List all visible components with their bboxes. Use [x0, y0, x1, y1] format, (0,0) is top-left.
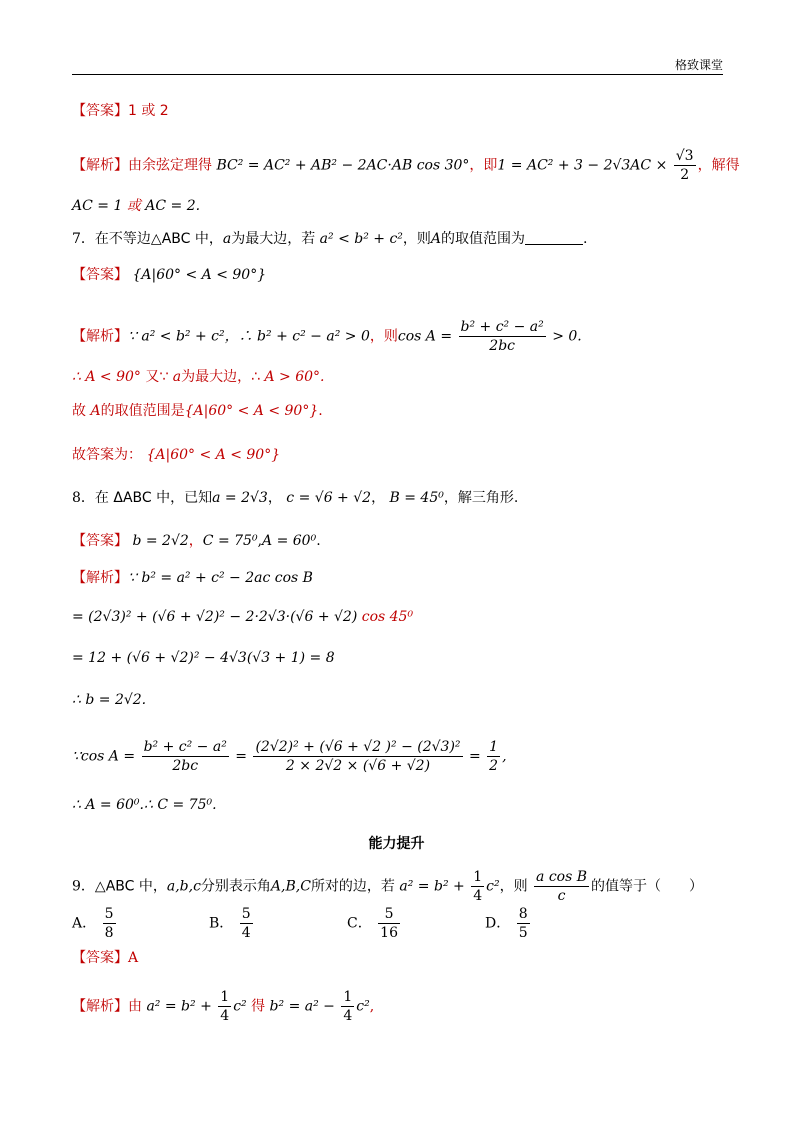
- equals: =: [235, 748, 247, 765]
- question-text: 的取值范围为: [441, 231, 526, 247]
- p7-analysis-line2: [72, 367, 325, 387]
- fraction: [103, 905, 116, 942]
- equation: a² = b² +: [146, 998, 212, 1015]
- fraction: [218, 988, 231, 1025]
- answer-tag: 【答案】: [72, 103, 128, 119]
- fraction: [534, 868, 589, 905]
- answer-tag: 【答案】: [72, 533, 128, 549]
- analysis-step: ，∴ b² + c² − a² > 0: [224, 328, 370, 345]
- option-b[interactable]: [209, 905, 255, 942]
- p6-answer: [72, 101, 169, 121]
- fraction: [674, 147, 696, 184]
- question-text: 分别表示角: [200, 878, 271, 895]
- result-a: AC = 1: [72, 198, 123, 214]
- p8-analysis-2: [72, 607, 413, 627]
- fraction-numerator: 8: [518, 906, 528, 922]
- analysis-tag: 【解析】: [72, 328, 128, 345]
- analysis-step: = 12 + (√6 + √2)² − 4√3(√3 + 1) = 8: [72, 650, 335, 666]
- answer-end: .: [316, 533, 321, 549]
- equation: b² = a² −: [269, 998, 335, 1015]
- question-text: △ABC 中，: [94, 878, 167, 895]
- fraction-denominator: 8: [104, 925, 114, 941]
- p6-analysis: [72, 147, 740, 184]
- fraction-denominator: 16: [380, 925, 398, 941]
- fraction: [471, 868, 484, 905]
- fraction-numerator: 1: [473, 869, 483, 885]
- analysis-step: 的取值范围是: [100, 403, 185, 419]
- analysis-end: ,: [369, 998, 375, 1015]
- p8-analysis-6: [72, 795, 217, 815]
- p8-analysis-1: [72, 568, 313, 588]
- question-number: 9．: [72, 878, 95, 895]
- var-A: A: [90, 403, 101, 419]
- fraction-numerator: 5: [378, 905, 400, 924]
- p9-answer: [72, 948, 138, 968]
- condition: a² = b² +: [399, 878, 465, 895]
- question-text: 所对的边，若: [310, 878, 395, 895]
- var-A: A: [430, 231, 442, 247]
- question-text: ，解三角形.: [443, 490, 519, 506]
- result-end: .: [195, 198, 201, 214]
- question-text: ，则: [499, 878, 528, 895]
- analysis-step: > 0.: [552, 328, 582, 345]
- condition: a² < b² + c²: [319, 231, 403, 247]
- fraction-numerator: 1: [220, 989, 230, 1005]
- fraction-denominator: 4: [220, 1008, 230, 1024]
- answer-set: {A|60° < A < 90°}: [184, 403, 319, 419]
- fraction-numerator: 5: [104, 906, 114, 922]
- analysis-end: .: [318, 403, 323, 419]
- fraction-denominator: 4: [241, 925, 251, 941]
- analysis-step: ∵cos A =: [72, 748, 136, 765]
- fraction-numerator: 1: [343, 989, 353, 1005]
- option-label: B．: [209, 915, 234, 932]
- condition: c²: [486, 878, 500, 895]
- equation: c²: [356, 998, 370, 1015]
- p8-answer: 【答案】 b = 2√2，C = 75⁰,A = 60⁰.: [72, 533, 321, 549]
- question-end: .: [583, 231, 588, 247]
- option-label: A．: [72, 915, 97, 932]
- analysis-step: ∵ b² = a² + c² − 2ac cos B: [128, 570, 313, 586]
- question-number: 8．: [72, 490, 95, 506]
- analysis-step: ∴ b = 2√2.: [72, 692, 147, 708]
- page-header: [72, 52, 723, 75]
- given-c: c = √6 + √2: [286, 490, 372, 506]
- question-text: 为最大边，若: [231, 231, 316, 247]
- option-c[interactable]: [347, 905, 402, 942]
- p7-analysis-line4: [72, 445, 280, 465]
- equals: =: [468, 748, 481, 765]
- question-text: 的值等于（ ）: [591, 878, 704, 895]
- analysis-step: A > 60°.: [264, 369, 325, 385]
- angles: A,B,C: [270, 878, 311, 895]
- substituted-equation: 1 = AC² + 3 − 2√3AC ×: [497, 157, 668, 174]
- p8-analysis-4: [72, 690, 146, 710]
- brand-label: 格致课堂: [674, 58, 723, 72]
- option-a[interactable]: [72, 905, 118, 942]
- cosine-law-equation: BC² = AC² + AB² − 2AC·AB cos 30°: [216, 157, 470, 174]
- analysis-step: ∵ a² < b² + c²: [128, 328, 225, 345]
- fraction-denominator: 4: [473, 888, 483, 904]
- p7-analysis-line3: [72, 401, 323, 421]
- answer-C: C = 75⁰: [202, 533, 258, 549]
- fraction: [517, 905, 530, 942]
- question-number: 7．: [72, 231, 95, 247]
- solve-text: ，解得: [697, 157, 740, 174]
- fraction-denominator: 2bc: [489, 338, 515, 354]
- analysis-step: cos 45⁰: [361, 609, 414, 625]
- analysis-step: 得: [251, 998, 266, 1015]
- fraction-denominator: 5: [518, 925, 528, 941]
- answer-blank: [525, 230, 583, 245]
- p8-analysis-3: [72, 648, 335, 668]
- p8-question: 8．在 ΔABC 中，已知a = 2√3， c = √6 + √2， B = 45⁰，解三角形.: [72, 490, 519, 506]
- analysis-step: 故: [72, 403, 86, 419]
- fraction-denominator: 2 × 2√2 × (√6 + √2): [285, 758, 431, 774]
- analysis-step: ∴ A = 60⁰.∴ C = 75⁰.: [72, 797, 217, 813]
- var-a: a: [222, 231, 232, 247]
- fraction-denominator: 2: [680, 167, 690, 183]
- result-b: AC = 2: [145, 198, 196, 214]
- fraction-numerator: b² + c² − a²: [460, 319, 544, 335]
- p8-analysis-5: [72, 738, 507, 775]
- p6-result: [72, 196, 200, 216]
- var-a: a: [172, 369, 182, 385]
- fraction-denominator: 2: [489, 758, 499, 774]
- analysis-tag: 【解析】: [72, 157, 128, 174]
- fraction-numerator: 5: [241, 906, 251, 922]
- analysis-tag: 【解析】: [72, 998, 128, 1015]
- fraction: [378, 905, 400, 942]
- p7-question: [72, 229, 588, 249]
- p7-analysis: [72, 318, 582, 355]
- fraction-denominator: 4: [343, 1008, 353, 1024]
- analysis-cos: cos A =: [397, 328, 453, 345]
- fraction: [142, 738, 229, 775]
- option-label: C．: [347, 915, 372, 932]
- analysis-tag: 【解析】: [72, 570, 128, 586]
- answer-text: 1 或 2: [128, 103, 169, 119]
- analysis-step: ∴ A < 90°: [72, 369, 141, 385]
- answer-set: {A|60° < A < 90°}: [132, 267, 267, 283]
- result-or: 或: [126, 198, 141, 214]
- answer-tag: 【答案】: [72, 267, 128, 283]
- fraction: [253, 738, 462, 775]
- fraction-numerator: a cos B: [536, 869, 588, 885]
- joiner: ，即: [469, 157, 498, 174]
- fraction-denominator: c: [557, 888, 566, 904]
- question-text: 在 ΔABC 中，已知: [94, 490, 213, 506]
- answer-tag: 【答案】: [72, 950, 128, 966]
- equation: c²: [233, 998, 247, 1015]
- question-text: 在不等边△ABC 中，: [94, 231, 223, 247]
- analysis-step: 为最大边，∴: [181, 369, 261, 385]
- option-d[interactable]: [485, 905, 532, 942]
- vars: a,b,c: [166, 878, 201, 895]
- answer-A: A = 60⁰: [262, 533, 317, 549]
- analysis-end: ,: [502, 748, 507, 765]
- fraction-numerator: 1: [489, 739, 499, 755]
- fraction: [459, 318, 546, 355]
- section-heading: 能力提升: [368, 836, 425, 852]
- fraction: [240, 905, 253, 942]
- fraction-denominator: 2bc: [172, 758, 199, 774]
- given-B: B = 45⁰: [389, 490, 444, 506]
- analysis-step: = (2√3)² + (√6 + √2)² − 2·2√3·(√6 + √2): [72, 609, 358, 625]
- analysis-step: 由: [128, 998, 142, 1015]
- question-text: ，则: [402, 231, 431, 247]
- fraction: [487, 738, 500, 775]
- fraction-numerator: √3: [675, 148, 694, 164]
- analysis-step: 故答案为：: [72, 447, 142, 463]
- answer-text: A: [128, 950, 139, 966]
- fraction-numerator: (2√2)² + (√6 + √2 )² − (2√3)²: [255, 739, 461, 755]
- given-a: a = 2√3: [212, 490, 268, 506]
- p9-question: [72, 868, 703, 905]
- analysis-step: 又∵: [145, 369, 169, 385]
- p9-analysis: [72, 988, 374, 1025]
- fraction-numerator: b² + c² − a²: [143, 739, 227, 755]
- analysis-lead: 由余弦定理得: [128, 157, 212, 174]
- option-label: D．: [485, 915, 511, 932]
- answer-set: {A|60° < A < 90°}: [146, 447, 281, 463]
- analysis-then: ，则: [369, 328, 398, 345]
- answer-b: b = 2√2: [132, 533, 189, 549]
- fraction: [341, 988, 354, 1025]
- p7-answer: [72, 265, 266, 285]
